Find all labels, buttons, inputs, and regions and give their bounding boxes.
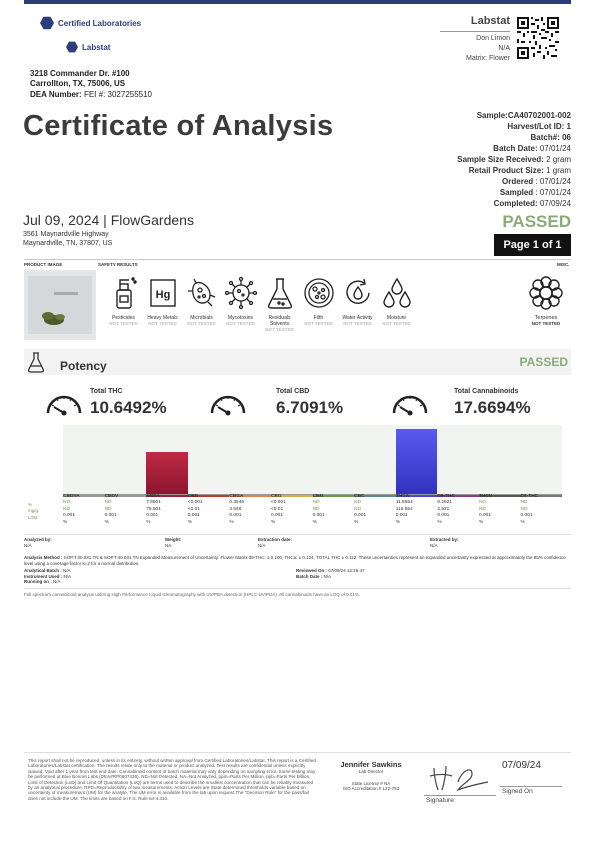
table-cell: 0.001 xyxy=(520,513,533,519)
safety-item-microbials[interactable]: Microbials NOT TESTED xyxy=(182,273,221,332)
bar-thca xyxy=(396,425,438,495)
table-cell: 0.001 xyxy=(354,513,367,519)
table-cell: ND xyxy=(478,500,486,506)
bar-thcv xyxy=(479,425,521,495)
table-cell: % xyxy=(312,519,317,525)
table-cell: <0.01 xyxy=(270,506,284,512)
table-cell: CBDVA xyxy=(63,494,80,499)
table-cell: ND xyxy=(478,506,486,512)
qr-code-icon[interactable] xyxy=(516,16,560,60)
safety-item-mycotoxins[interactable]: Mycotoxins NOT TESTED xyxy=(221,273,260,332)
meta-divider xyxy=(24,534,571,535)
signed-on-line xyxy=(500,786,562,787)
safety-item-moisture[interactable]: Moisture NOT TESTED xyxy=(377,273,416,332)
hg-icon xyxy=(148,277,178,309)
bar-cbdva xyxy=(63,425,105,495)
footer-divider xyxy=(24,752,571,753)
table-cell: 0.001 xyxy=(395,513,408,519)
table-cell: 2.521 xyxy=(437,506,450,512)
table-cell: % xyxy=(395,519,401,525)
table-cell: ND xyxy=(354,500,362,506)
table-cell: 0.001 xyxy=(270,513,283,519)
signature-label: Signature xyxy=(426,797,454,804)
table-cell: 11.8554 xyxy=(395,500,413,506)
table-cell: <0.01 xyxy=(187,506,200,512)
table-column-d8-thc xyxy=(521,494,563,526)
safety-item-pesticides[interactable]: Pesticides NOT TESTED xyxy=(104,273,143,332)
page-indicator: Page 1 of 1 xyxy=(494,234,571,256)
total-cannabinoids-label: Total Cannabinoids xyxy=(454,388,519,395)
client-block: Jul 09, 2024 | FlowGardens 3561 Maynardville Highway Maynardville, TN, 37807, US xyxy=(23,212,194,247)
weight: Weight: NA xyxy=(165,537,182,548)
disclaimer-text: This report shall not be reproduced, unless in its entirety, without written approval from Certified Laboratories/Labstat. This report is a Certified Laboratories/Labstat certification. The results relate only to the material or product analyzed. Test results are confidential unless explicitly waived. Void after 1 year from test end date. Cannabinoid content of batch material may vary depending on sampling error. Some testing may be performed at Blue Bonnet Labs (DEA#RP0607436). ND=Not Detected, NA=Not Analyzed, ppm=Parts Per Million, ppb=Parts Per Billion. Limit of Detection (LoD) and Limit Of Quantitation (LoQ) are terms used to describe the smallest concentration that can be reliably measured by an analytical procedure. RPD=Reproducibility of two measurements. Action Levels are State determined thresholds variable based on uncertainty of measurement (UM) for the analyte. The UM error is available from the lab upon request.The "Decision Rule" for the pass/fail does not include the UM. The limits are based on F.S. Rule 64-4.310. xyxy=(28,758,316,801)
bar-fill-cbda xyxy=(146,452,188,494)
table-cell: % xyxy=(229,519,234,525)
safety-item-filth[interactable]: Filth NOT TESTED xyxy=(299,273,338,332)
table-column-cbg xyxy=(271,494,313,526)
hexagon-logo-icon xyxy=(66,41,78,53)
row-labels: % mg/g LOD xyxy=(28,502,39,520)
table-cell: <0.001 xyxy=(187,500,203,506)
signed-on-label: Signed On xyxy=(502,788,533,795)
lab-address: 3218 Commander Dr. #100 Carrollton, TX, 75006, US DEA Number: FEI #: 3027255510 xyxy=(30,69,153,99)
petri-dish-icon xyxy=(302,276,336,310)
table-cell: 0.001 xyxy=(312,513,325,519)
bar-cbg xyxy=(271,425,313,495)
bar-cbga xyxy=(229,425,271,495)
table-cell: CBDV xyxy=(104,494,119,499)
table-cell: 0.001 xyxy=(63,513,76,519)
table-cell: ND xyxy=(104,500,112,506)
total-cannabinoids-value: 17.6694% xyxy=(454,398,531,417)
table-cell: ND xyxy=(520,506,528,512)
total-thc-value: 10.6492% xyxy=(90,398,167,417)
page-title: Certificate of Analysis xyxy=(23,110,334,142)
safety-item-water-activity[interactable]: Water Activity NOT TESTED xyxy=(338,273,377,332)
meta-divider-2 xyxy=(24,588,571,589)
misc-item-terpenes[interactable]: Terpenes NOT TESTED xyxy=(523,273,569,326)
table-cell: 3.546 xyxy=(229,506,242,512)
product-image-label: PRODUCT IMAGE xyxy=(24,262,63,267)
signed-date: 07/09/24 xyxy=(502,760,541,771)
total-cbd-value: 6.7091% xyxy=(276,398,344,417)
bar-fill-thca xyxy=(396,429,438,494)
safety-results-label: SAFETY RESULTS xyxy=(98,262,138,267)
bar-cbn xyxy=(313,425,355,495)
table-cell: ND xyxy=(104,506,112,512)
top-accent-bar xyxy=(24,0,571,4)
table-cell: 0.001 xyxy=(437,513,450,519)
bar-cbc xyxy=(354,425,396,495)
table-cell: 7.6501 xyxy=(146,500,161,506)
water-cycle-icon xyxy=(341,276,375,310)
table-column-cbdv xyxy=(105,494,147,526)
table-cell: ND xyxy=(354,506,362,512)
cannabinoid-table xyxy=(63,494,562,526)
droplets-icon xyxy=(380,276,414,310)
table-column-thca xyxy=(396,494,438,526)
table-cell: % xyxy=(520,519,525,525)
product-image xyxy=(24,270,96,340)
table-cell: CBGA xyxy=(229,494,244,499)
table-cell: 0.001 xyxy=(229,513,242,519)
certified-labs-logo: Certified Laboratories xyxy=(40,16,141,30)
table-cell: 0.3546 xyxy=(229,500,245,506)
bar-cbda xyxy=(146,425,188,495)
table-cell: ND xyxy=(63,506,70,512)
table-cell: D9-THC xyxy=(437,494,455,499)
cannabinoid-bar-chart xyxy=(63,425,562,495)
extracted-by: Extracted by: N/A xyxy=(430,537,459,548)
table-cell: CBC xyxy=(354,494,365,499)
table-column-d9-thc xyxy=(437,494,479,526)
table-cell: D8-THC xyxy=(520,494,539,499)
table-cell: 0.001 xyxy=(146,513,159,519)
table-column-cbc xyxy=(354,494,396,526)
table-cell: % xyxy=(104,519,109,525)
table-cell: % xyxy=(354,519,359,525)
cannabinoids-gauge-icon xyxy=(390,387,430,417)
table-cell: 0.001 xyxy=(104,513,117,519)
virus-icon xyxy=(224,276,258,310)
signature-image xyxy=(428,760,492,794)
analysis-method: Analysis Method : SOP.T.30.031.TN & SOP.T.40.031.TN Expanded Measurement of Uncertainty: Flower Matrix d9-THC: ± 0.100, THCa: ± 0.124, TOTAL THC ± 0.112. These uncertainties represent an expanded uncertainty expressed at approximately the 95% confidence level using a coverage factor k=2 for a normal distribution. xyxy=(24,555,566,566)
table-cell: % xyxy=(63,519,68,525)
svg-text:Hg: Hg xyxy=(155,289,170,301)
table-cell: CBDA xyxy=(146,494,161,499)
potency-status-badge: PASSED xyxy=(519,355,568,369)
table-cell: 0.2521 xyxy=(437,500,453,506)
spray-bottle-icon xyxy=(109,276,139,310)
table-cell: % xyxy=(187,519,193,525)
overall-status-badge: PASSED xyxy=(502,212,571,231)
bar-d9-thc xyxy=(437,425,479,495)
extraction-date: Extraction date: N/A xyxy=(258,537,293,548)
table-cell: CBG xyxy=(270,494,282,499)
table-column-cbd xyxy=(188,494,230,526)
table-column-cbga xyxy=(229,494,271,526)
safety-item-residual-solvents[interactable]: Residuals Solvents NOT TESTED xyxy=(260,273,299,332)
bar-cbdv xyxy=(105,425,147,495)
table-column-thcv xyxy=(479,494,521,526)
hexagon-logo-icon xyxy=(40,16,54,30)
bar-cbd xyxy=(188,425,230,495)
labstat-logo: Labstat xyxy=(66,41,110,53)
safety-results-row xyxy=(104,273,416,332)
table-cell: THCV xyxy=(478,494,492,499)
review-info: Reviewed On : 07/09/24 12:25:47 Batch Date : N/A xyxy=(296,568,365,579)
flask-icon xyxy=(26,351,46,373)
table-column-cbn xyxy=(313,494,355,526)
cbd-gauge-icon xyxy=(208,387,248,417)
table-cell: THCA xyxy=(395,494,410,499)
table-cell: % xyxy=(437,519,442,525)
signature-line xyxy=(424,795,496,796)
table-cell: <0.001 xyxy=(270,500,286,506)
total-thc-label: Total THC xyxy=(90,388,123,395)
table-cell: 0.001 xyxy=(187,513,200,519)
table-cell: 118.554 xyxy=(395,506,413,512)
flask-icon xyxy=(265,276,295,310)
table-cell: ND xyxy=(312,500,320,506)
table-cell: % xyxy=(270,519,276,525)
sample-info: Sample:CA40702001-002 Harvest/Lot ID: 1 Batch#: 06 Batch Date: 07/01/24 Sample Size Received: 2 gram Retail Product Size: 1 gram Ordered : 07/01/24 Sampled : 07/01/24 Completed: 07/09/24 xyxy=(457,111,571,208)
terpene-flower-icon xyxy=(528,275,564,311)
table-cell: % xyxy=(478,519,484,525)
table-cell: ND xyxy=(520,500,528,506)
table-cell: CBD xyxy=(187,494,199,499)
misc-label: MISC. xyxy=(557,262,570,267)
table-cell: 76.501 xyxy=(146,506,161,512)
analysis-note: Full spectrum cannabinoid analysis utilizing High Performance Liquid Chromatography with UV/PDA detection (HPLC-UV/PDA). All cannabinoids have an LOQ of 0.01%. xyxy=(24,592,361,597)
potency-title: Potency xyxy=(60,359,107,373)
client-info-block: Labstat Don Limon N/A Matrix: Flower xyxy=(440,15,510,64)
bar-d8-thc xyxy=(521,425,563,495)
table-column-cbda xyxy=(146,494,188,526)
microbe-icon xyxy=(186,277,218,309)
table-cell: ND xyxy=(312,506,320,512)
table-cell: % xyxy=(146,519,151,525)
thc-gauge-icon xyxy=(44,387,84,417)
section-divider xyxy=(24,259,571,260)
analyzed-by: Analyzed by: N/A xyxy=(24,537,52,548)
table-cell: ND xyxy=(63,500,70,506)
table-column-cbdva xyxy=(63,494,105,526)
total-cbd-label: Total CBD xyxy=(276,388,310,395)
safety-item-heavy-metals[interactable]: Hg Heavy Metals NOT TESTED xyxy=(143,273,182,332)
signer-block: Jennifer Sawkins Lab Director State License # NA ISO Accreditation # L22-753 xyxy=(340,760,402,791)
batch-instrument-info: Analytical Batch : N/A Instrument Used : N/A Running on : N/A xyxy=(24,568,72,585)
table-cell: CBN xyxy=(312,494,323,499)
table-cell: 0.001 xyxy=(478,513,491,519)
